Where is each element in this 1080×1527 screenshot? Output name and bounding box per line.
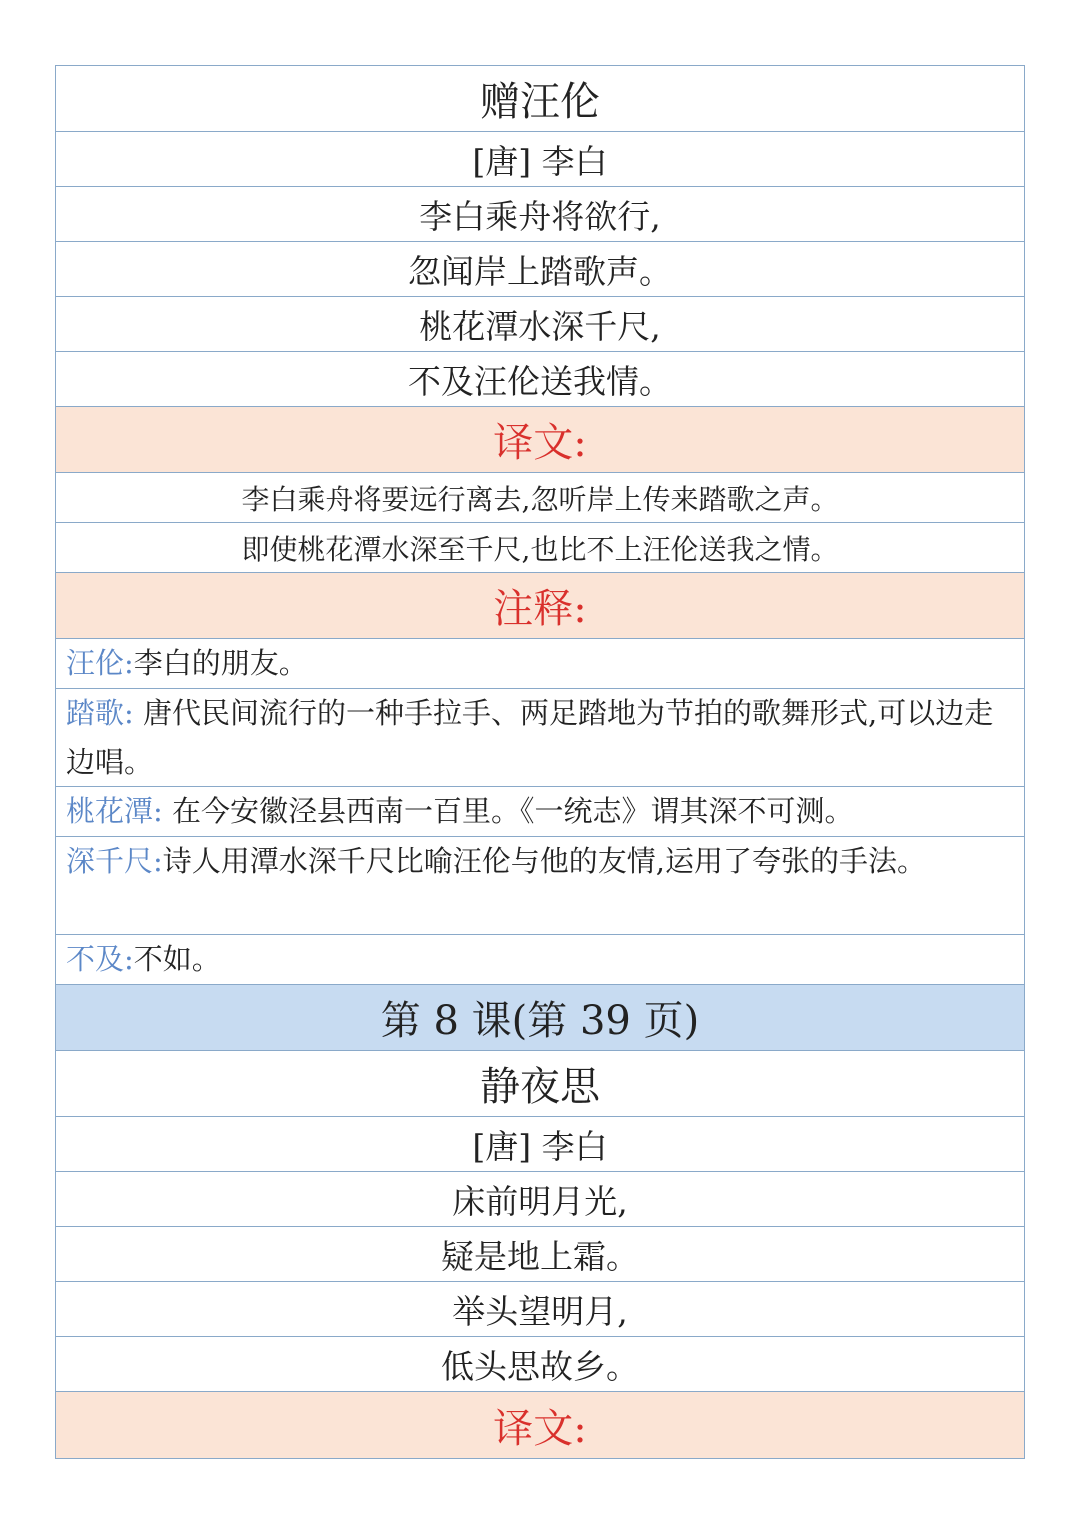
note-term: 桃花潭: [66, 794, 163, 828]
note-term: 不及: [66, 942, 134, 976]
note-row [56, 837, 1024, 935]
poem-author: [唐] 李白 [56, 1117, 1024, 1172]
poem-line: 举头望明月, [56, 1282, 1024, 1337]
note-term: 深千尺: [66, 844, 163, 878]
translation-line: 即使桃花潭水深至千尺,也比不上汪伦送我之情。 [56, 523, 1024, 573]
poem-line: 桃花潭水深千尺, [56, 297, 1024, 352]
poem-title: 静夜思 [56, 1051, 1024, 1117]
translation-heading: 译文: [56, 407, 1024, 473]
poem-line: 李白乘舟将欲行, [56, 187, 1024, 242]
note-text: 李白的朋友。 [133, 646, 308, 680]
note-text: 不如。 [133, 942, 221, 976]
note-text: 唐代民间流行的一种手拉手、两足踏地为节拍的歌舞形式,可以边走边唱。 [66, 696, 994, 779]
note-row [56, 935, 1024, 985]
poem-line: 不及汪伦送我情。 [56, 352, 1024, 407]
poem-line: 床前明月光, [56, 1172, 1024, 1227]
notes-heading: 注释: [56, 573, 1024, 639]
translation-heading: 译文: [56, 1392, 1024, 1458]
note-text: 在今安徽泾县西南一百里。《一统志》谓其深不可测。 [162, 794, 854, 828]
poem-line: 疑是地上霜。 [56, 1227, 1024, 1282]
note-row [56, 689, 1024, 787]
note-text: 诗人用潭水深千尺比喻汪伦与他的友情,运用了夸张的手法。 [162, 844, 927, 878]
poem-table [55, 65, 1025, 1459]
poem-title: 赠汪伦 [56, 66, 1024, 132]
note-row [56, 639, 1024, 689]
poem-author: [唐] 李白 [56, 132, 1024, 187]
lesson-header: 第 8 课(第 39 页) [56, 985, 1024, 1051]
note-row [56, 787, 1024, 837]
poem-line: 低头思故乡。 [56, 1337, 1024, 1392]
translation-line: 李白乘舟将要远行离去,忽听岸上传来踏歌之声。 [56, 473, 1024, 523]
note-term: 汪伦: [66, 646, 134, 680]
poem-line: 忽闻岸上踏歌声。 [56, 242, 1024, 297]
note-term: 踏歌: [66, 696, 134, 730]
